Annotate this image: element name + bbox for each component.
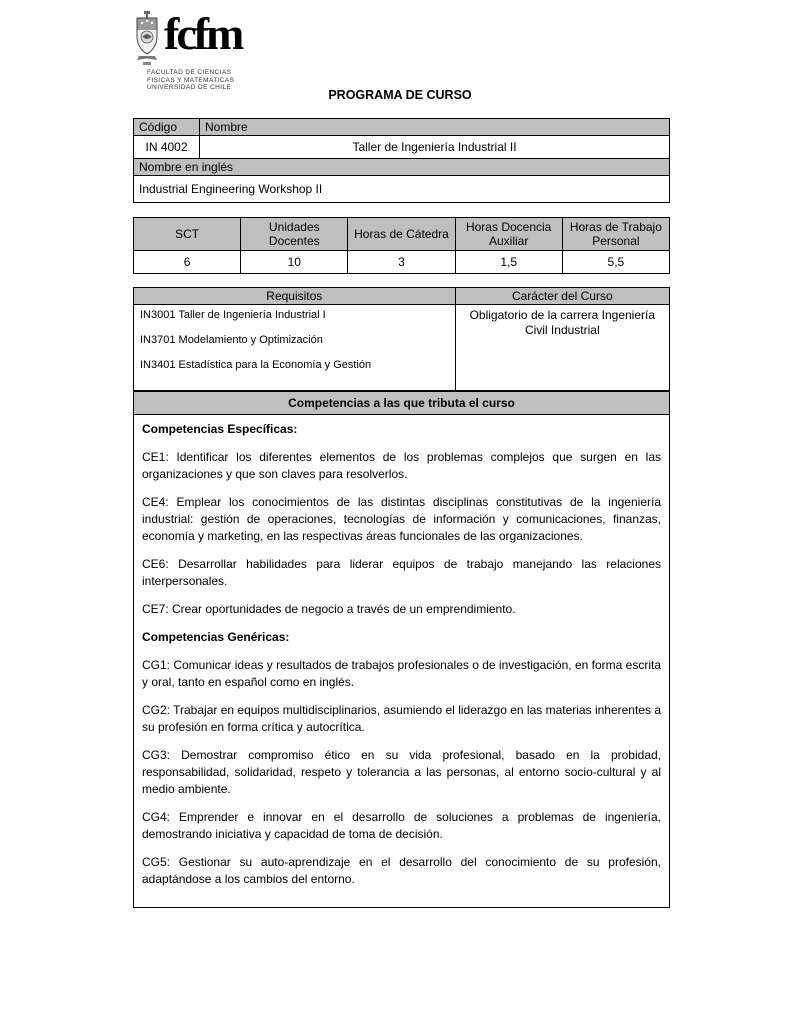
university-crest-icon <box>134 10 160 68</box>
hours-header-docencia-auxiliar: Horas Docencia Auxiliar <box>455 218 562 251</box>
codigo-value-cell: IN 4002 <box>134 136 200 159</box>
hours-value-sct: 6 <box>134 251 241 274</box>
course-program-tables <box>133 118 670 908</box>
nombre-header-cell: Nombre <box>200 119 670 136</box>
hours-value-horas-catedra: 3 <box>348 251 455 274</box>
logo-caption-line: UNIVERSIDAD DE CHILE <box>147 84 232 91</box>
hours-header-unidades-docentes: Unidades Docentes <box>241 218 348 251</box>
competencias-body-cell <box>134 415 670 908</box>
competencia-paragraph-ce6: CE6: Desarrollar habilidades para liderar equipos de trabajo manejando las relaciones interpersonales. <box>142 557 661 588</box>
hours-table <box>133 217 670 274</box>
competencia-paragraph-cg3: CG3: Demostrar compromiso ético en su vida profesional, basado en la probidad, responsabilidad, solidaridad, respeto y tolerancia a las personas, al entorno socio-cultural y al medio ambiente. <box>142 748 661 796</box>
competencias-especificas-title: Competencias Específicas: <box>142 422 298 436</box>
caracter-value-cell: Obligatorio de la carrera Ingeniería Civil Industrial <box>455 305 669 391</box>
competencia-paragraph-cg5: CG5: Gestionar su auto-aprendizaje en el desarrollo del conocimiento de su profesión, adaptándose a los cambios del entorno. <box>142 855 661 886</box>
hours-header-trabajo-personal: Horas de Trabajo Personal <box>562 218 669 251</box>
nombre-ingles-header-cell: Nombre en inglés <box>134 159 670 176</box>
competencia-paragraph-ce7: CE7: Crear oportunidades de negocio a través de un emprendimiento. <box>142 602 516 616</box>
requisitos-header-cell: Requisitos <box>134 288 456 305</box>
caracter-header-cell: Carácter del Curso <box>455 288 669 305</box>
document-title: PROGRAMA DE CURSO <box>328 88 472 102</box>
requisitos-table <box>133 287 670 391</box>
nombre-ingles-value-cell: Industrial Engineering Workshop II <box>134 176 670 203</box>
requisito-item: IN3001 Taller de Ingeniería Industrial I <box>140 309 326 321</box>
logo-caption-line: FISICAS Y MATEMATICAS <box>147 76 235 84</box>
requisito-item: IN3701 Modelamiento y Optimización <box>140 334 323 346</box>
competencia-paragraph-ce1: CE1: Identificar los diferentes elementos de los problemas complejos que surgen en las organizaciones y que son claves para resolverlos. <box>142 450 661 481</box>
fcfm-logo <box>134 10 241 92</box>
hours-value-docencia-auxiliar: 1,5 <box>455 251 562 274</box>
hours-header-sct: SCT <box>134 218 241 251</box>
hours-value-unidades-docentes: 10 <box>241 251 348 274</box>
requisito-item: IN3401 Estadística para la Economía y Gestión <box>140 359 372 371</box>
hours-header-horas-catedra: Horas de Cátedra <box>348 218 455 251</box>
competencia-paragraph-cg2: CG2: Trabajar en equipos multidisciplinarios, asumiendo el liderazgo en las materias inherentes a su profesión en forma crítica y autocrítica. <box>142 703 661 734</box>
competencia-paragraph-cg1: CG1: Comunicar ideas y resultados de trabajos profesionales o de investigación, en forma escrita y oral, tanto en español como en inglés. <box>142 658 661 689</box>
competencias-section-header: Competencias a las que tributa el curso <box>134 392 670 415</box>
competencias-genericas-title: Competencias Genéricas: <box>142 630 290 644</box>
competencia-paragraph-cg4: CG4: Emprender e innovar en el desarrollo de soluciones a problemas de ingeniería, demostrando iniciativa y capacidad de toma de decisión. <box>142 810 661 841</box>
logo-caption-line: FACULTAD DE CIENCIAS <box>147 69 232 76</box>
competencia-paragraph-ce4: CE4: Emplear los conocimientos de las distintas disciplinas constitutivas de la ingeniería industrial: gestión de operaciones, tecnologías de información y comunicaciones, finanzas, economía y marketing, en las respectivas áreas funcionales de las organizaciones. <box>142 495 661 543</box>
fcfm-logo-text: fcfm <box>164 8 242 59</box>
competencias-table <box>133 391 670 908</box>
requisitos-list-cell <box>134 305 456 391</box>
codigo-header-cell: Código <box>134 119 200 136</box>
course-id-table <box>133 118 670 203</box>
hours-value-trabajo-personal: 5,5 <box>562 251 669 274</box>
nombre-value-cell: Taller de Ingeniería Industrial II <box>200 136 670 159</box>
